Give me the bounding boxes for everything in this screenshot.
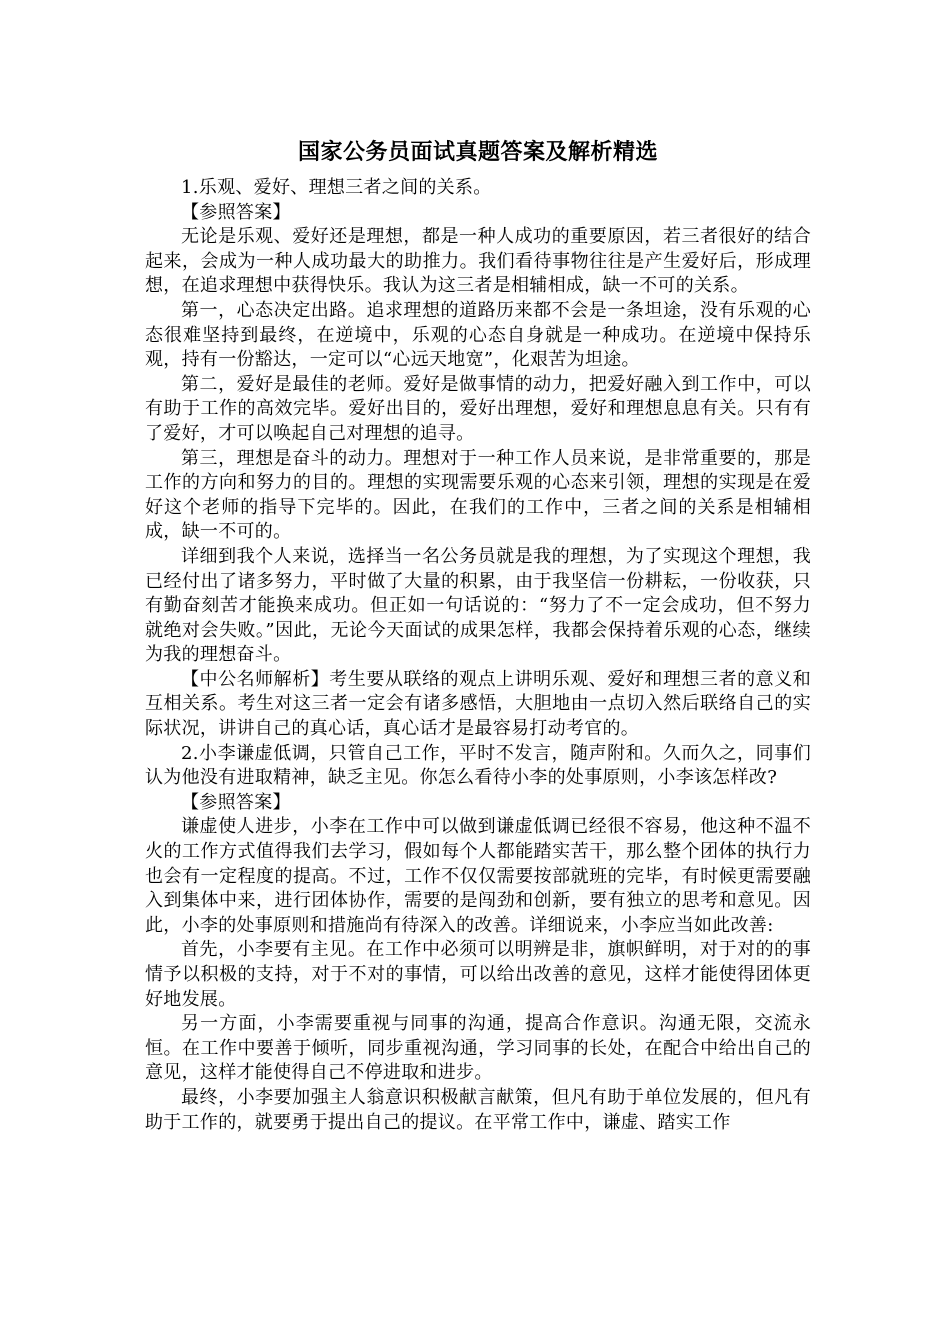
paragraph: 第三，理想是奋斗的动力。理想对于一种工作人员来说，是非常重要的，那是工作的方向和努力的目的。理想的实现需要乐观的心态来引领，理想的实现是在爱好这个老师的指导下完毕的。因此，在我们的工作中，三者之间的关系是相辅相成，缺一不可的。 bbox=[145, 447, 811, 543]
paragraph: 第二，爱好是最佳的老师。爱好是做事情的动力，把爱好融入到工作中，可以有助于工作的高效完毕。爱好出目的，爱好出理想，爱好和理想息息有关。只有有了爱好，才可以唤起自己对理想的追寻。 bbox=[145, 373, 811, 444]
question-1: 1.乐观、爱好、理想三者之间的关系。 bbox=[181, 177, 492, 198]
question-2: 2.小李谦虚低调，只管自己工作，平时不发言，随声附和。久而久之，同事们认为他没有进取精神，缺乏主见。你怎么看待小李的处事原则，小李该怎样改? bbox=[145, 742, 811, 789]
reference-answer-heading: 【参照答案】 bbox=[181, 201, 291, 223]
paragraph: 另一方面，小李需要重视与同事的沟通，提高合作意识。沟通无限，交流永恒。在工作中要善于倾听，同步重视沟通，学习同事的长处，在配合中给出自己的意见，这样才能使得自己不停进取和进步。 bbox=[145, 1013, 811, 1084]
document-body bbox=[145, 176, 811, 1135]
reference-answer-heading: 【参照答案】 bbox=[181, 791, 291, 813]
document-page bbox=[145, 132, 811, 1135]
paragraph: 详细到我个人来说，选择当一名公务员就是我的理想，为了实现这个理想，我已经付出了诸多努力，平时做了大量的积累，由于我坚信一份耕耘，一份收获，只有勤奋刻苦才能换来成功。但正如一句话说的：“努力了不一定会成功，但不努力就绝对会失败。”因此，无论今天面试的成果怎样，我都会保持着乐观的心态，继续为我的理想奋斗。 bbox=[145, 545, 811, 666]
paragraph: 无论是乐观、爱好还是理想，都是一种人成功的重要原因，若三者很好的结合起来，会成为一种人成功最大的助推力。我们看待事物往往是产生爱好后，形成理想，在追求理想中获得快乐。我认为这三者是相辅相成，缺一不可的关系。 bbox=[145, 226, 811, 297]
analysis-paragraph: 【中公名师解析】考生要从联络的观点上讲明乐观、爱好和理想三者的意义和互相关系。考生对这三者一定会有诸多感悟，大胆地由一点切入然后联络自己的实际状况，讲讲自己的真心话，真心话才是最容易打动考官的。 bbox=[145, 668, 811, 740]
paragraph: 首先，小李要有主见。在工作中必须可以明辨是非，旗帜鲜明，对于对的的事情予以积极的支持，对于不对的事情，可以给出改善的意见，这样才能使得团体更好地发展。 bbox=[145, 939, 811, 1010]
paragraph: 第一，心态决定出路。追求理想的道路历来都不会是一条坦途，没有乐观的心态很难坚持到最终，在逆境中，乐观的心态自身就是一种成功。在逆境中保持乐观，持有一份豁达，一定可以“心远天地宽”，化艰苦为坦途。 bbox=[145, 299, 811, 371]
paragraph: 谦虚使人进步，小李在工作中可以做到谦虚低调已经很不容易，他这种不温不火的工作方式值得我们去学习，假如每个人都能踏实苦干，那么整个团体的执行力也会有一定程度的提高。不过，工作不仅仅需要按部就班的完毕，有时候更需要融入到集体中来，进行团体协作，需要的是闯劲和创新，要有独立的思考和意见。因此，小李的处事原则和措施尚有待深入的改善。详细说来，小李应当如此改善: bbox=[145, 816, 811, 936]
paragraph: 最终，小李要加强主人翁意识积极献言献策，但凡有助于单位发展的，但凡有助于工作的，就要勇于提出自己的提议。在平常工作中，谦虚、踏实工作 bbox=[145, 1086, 811, 1133]
document-title: 国家公务员面试真题答案及解析精选 bbox=[297, 139, 658, 165]
